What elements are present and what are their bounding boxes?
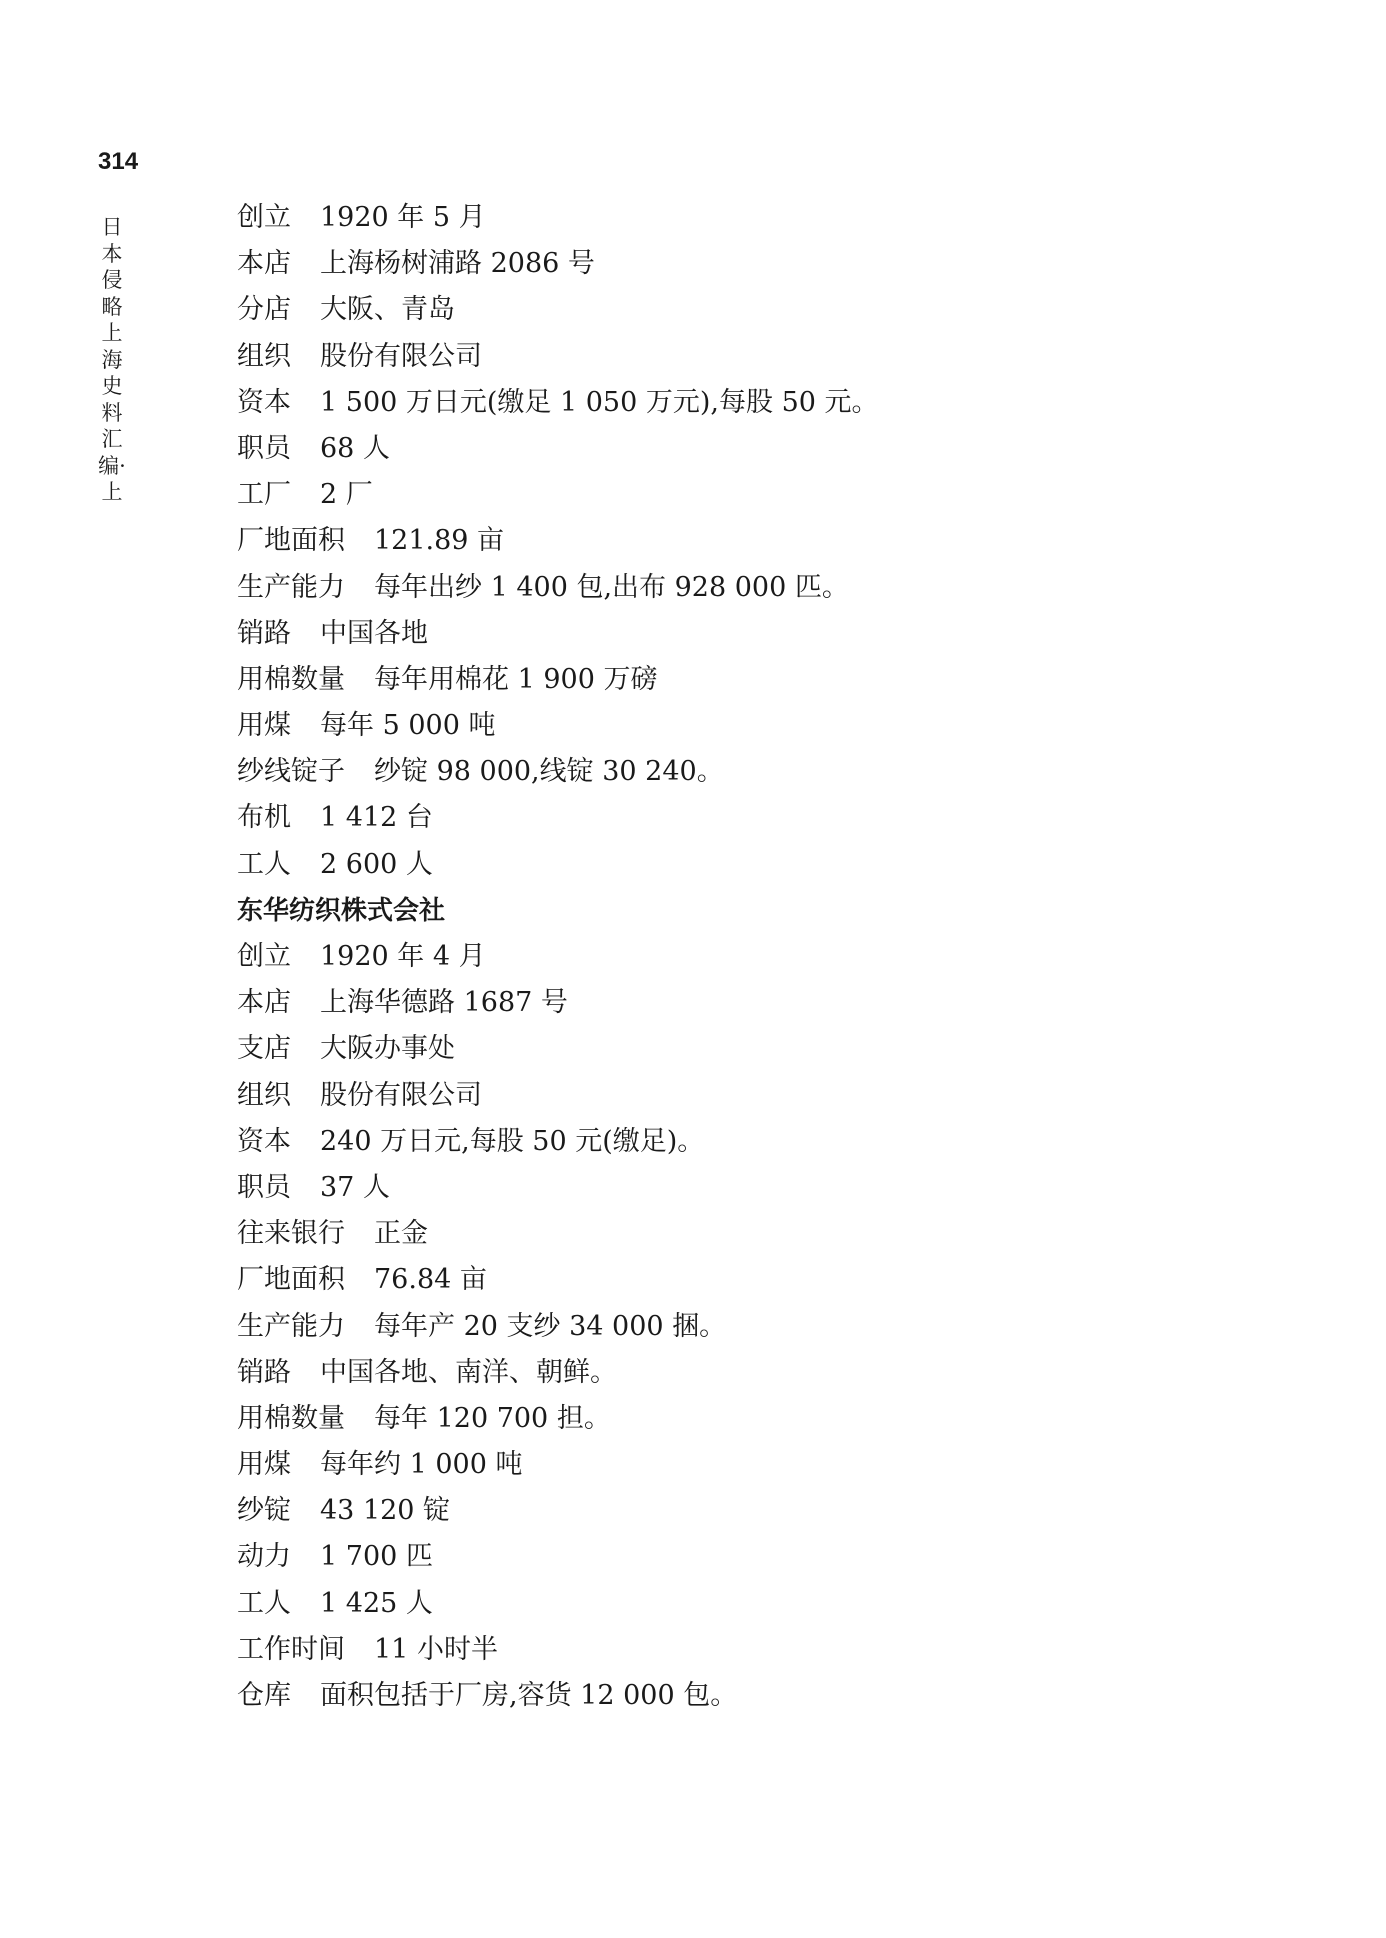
entry-line — [237, 195, 1287, 241]
entry-value: 大阪、青岛 — [320, 294, 455, 326]
entry-value: 上海杨树浦路 2086 号 — [320, 248, 595, 280]
entry-label: 用棉数量 — [237, 1402, 345, 1434]
entry-line — [237, 842, 1287, 888]
entry-line — [237, 1304, 1287, 1350]
entry-value: 76.84 亩 — [374, 1264, 487, 1296]
entry-label: 工作时间 — [237, 1633, 345, 1665]
entry-value: 1920 年 4 月 — [320, 941, 486, 972]
entry-line — [237, 657, 1287, 703]
entry-value: 纱锭 98 000,线锭 30 240。 — [374, 756, 724, 788]
entry-line — [237, 795, 1287, 841]
entry-line — [237, 749, 1287, 795]
entry-value: 每年 5 000 吨 — [320, 710, 496, 742]
entry-value: 每年 120 700 担。 — [374, 1402, 611, 1434]
entry-line — [237, 1396, 1287, 1442]
entry-value: 每年产 20 支纱 34 000 捆。 — [374, 1310, 727, 1342]
entry-line — [237, 1627, 1287, 1673]
entry-label: 工厂 — [237, 479, 291, 511]
entry-value: 1920 年 5 月 — [320, 202, 486, 233]
entry-label: 职员 — [237, 432, 291, 464]
entry-label: 厂地面积 — [237, 1264, 345, 1296]
page-number: 314 — [98, 148, 139, 175]
entry-value: 43 120 锭 — [320, 1495, 451, 1527]
entry-line — [237, 287, 1287, 333]
entry-line — [237, 1165, 1287, 1211]
entry-value: 面积包括于厂房,容货 12 000 包。 — [320, 1680, 738, 1711]
running-title: 日本侵略上海史料汇编·上 — [98, 215, 126, 504]
entry-line — [237, 1442, 1287, 1488]
company-heading: 东华纺织株式会社 — [237, 895, 446, 926]
entry-value: 1 500 万日元(缴足 1 050 万元),每股 50 元。 — [320, 386, 879, 418]
entry-value: 2 600 人 — [320, 848, 433, 880]
entry-label: 布机 — [237, 802, 291, 834]
entry-label: 生产能力 — [237, 571, 345, 603]
entry-value: 2 厂 — [320, 479, 373, 511]
entry-value: 上海华德路 1687 号 — [320, 987, 568, 1019]
entry-label: 资本 — [237, 386, 291, 418]
entry-value: 37 人 — [320, 1171, 390, 1203]
entry-label: 工人 — [237, 848, 291, 880]
entry-value: 每年出纱 1 400 包,出布 928 000 匹。 — [374, 571, 849, 603]
entry-line — [237, 611, 1287, 657]
entry-label: 创立 — [237, 202, 291, 233]
entry-label: 组织 — [237, 340, 291, 372]
entry-line — [237, 703, 1287, 749]
entry-line — [237, 1073, 1287, 1119]
entry-label: 本店 — [237, 248, 291, 280]
entry-label: 创立 — [237, 941, 291, 972]
entry-line — [237, 1534, 1287, 1580]
entry-line — [237, 1581, 1287, 1627]
entry-value: 股份有限公司 — [320, 1079, 482, 1111]
entry-value: 68 人 — [320, 432, 390, 464]
entry-label: 用棉数量 — [237, 663, 345, 695]
entry-label: 厂地面积 — [237, 525, 345, 557]
entry-line — [237, 426, 1287, 472]
page-content — [237, 195, 1287, 1719]
entry-value: 121.89 亩 — [374, 525, 505, 557]
entry-line — [237, 1211, 1287, 1257]
entry-label: 销路 — [237, 1356, 291, 1388]
entry-label: 销路 — [237, 617, 291, 649]
entry-label: 用煤 — [237, 1449, 291, 1481]
entry-value: 正金 — [374, 1218, 428, 1250]
entry-label: 职员 — [237, 1171, 291, 1203]
entry-value: 240 万日元,每股 50 元(缴足)。 — [320, 1125, 705, 1157]
entry-line — [237, 1026, 1287, 1072]
entry-line — [237, 334, 1287, 380]
entry-line — [237, 241, 1287, 287]
entry-label: 纱线锭子 — [237, 756, 345, 788]
entry-label: 纱锭 — [237, 1495, 291, 1527]
entry-line — [237, 380, 1287, 426]
entry-line — [237, 934, 1287, 980]
entry-label: 动力 — [237, 1541, 291, 1573]
entry-line — [237, 1488, 1287, 1534]
entry-label: 本店 — [237, 987, 291, 1019]
entry-label: 仓库 — [237, 1680, 291, 1711]
entry-label: 资本 — [237, 1125, 291, 1157]
entry-value: 1 700 匹 — [320, 1541, 433, 1573]
entry-line — [237, 565, 1287, 611]
entry-value: 每年用棉花 1 900 万磅 — [374, 663, 658, 695]
entry-value: 1 412 台 — [320, 802, 433, 834]
entry-value: 中国各地、南洋、朝鲜。 — [320, 1356, 617, 1388]
entry-label: 支店 — [237, 1033, 291, 1065]
entry-line — [237, 1350, 1287, 1396]
entry-label: 生产能力 — [237, 1310, 345, 1342]
entry-value: 大阪办事处 — [320, 1033, 455, 1065]
entry-value: 每年约 1 000 吨 — [320, 1449, 523, 1481]
entry-line — [237, 472, 1287, 518]
entry-value: 股份有限公司 — [320, 340, 482, 372]
entry-label: 用煤 — [237, 710, 291, 742]
entry-value: 1 425 人 — [320, 1587, 433, 1619]
entry-label: 组织 — [237, 1079, 291, 1111]
entry-line — [237, 518, 1287, 564]
entry-line — [237, 1673, 1287, 1719]
entry-line — [237, 980, 1287, 1026]
entry-label: 往来银行 — [237, 1218, 345, 1250]
entry-label: 分店 — [237, 294, 291, 326]
entry-line — [237, 1119, 1287, 1165]
entry-label: 工人 — [237, 1587, 291, 1619]
entry-value: 中国各地 — [320, 617, 428, 649]
entry-value: 11 小时半 — [374, 1633, 498, 1665]
entry-line — [237, 1257, 1287, 1303]
